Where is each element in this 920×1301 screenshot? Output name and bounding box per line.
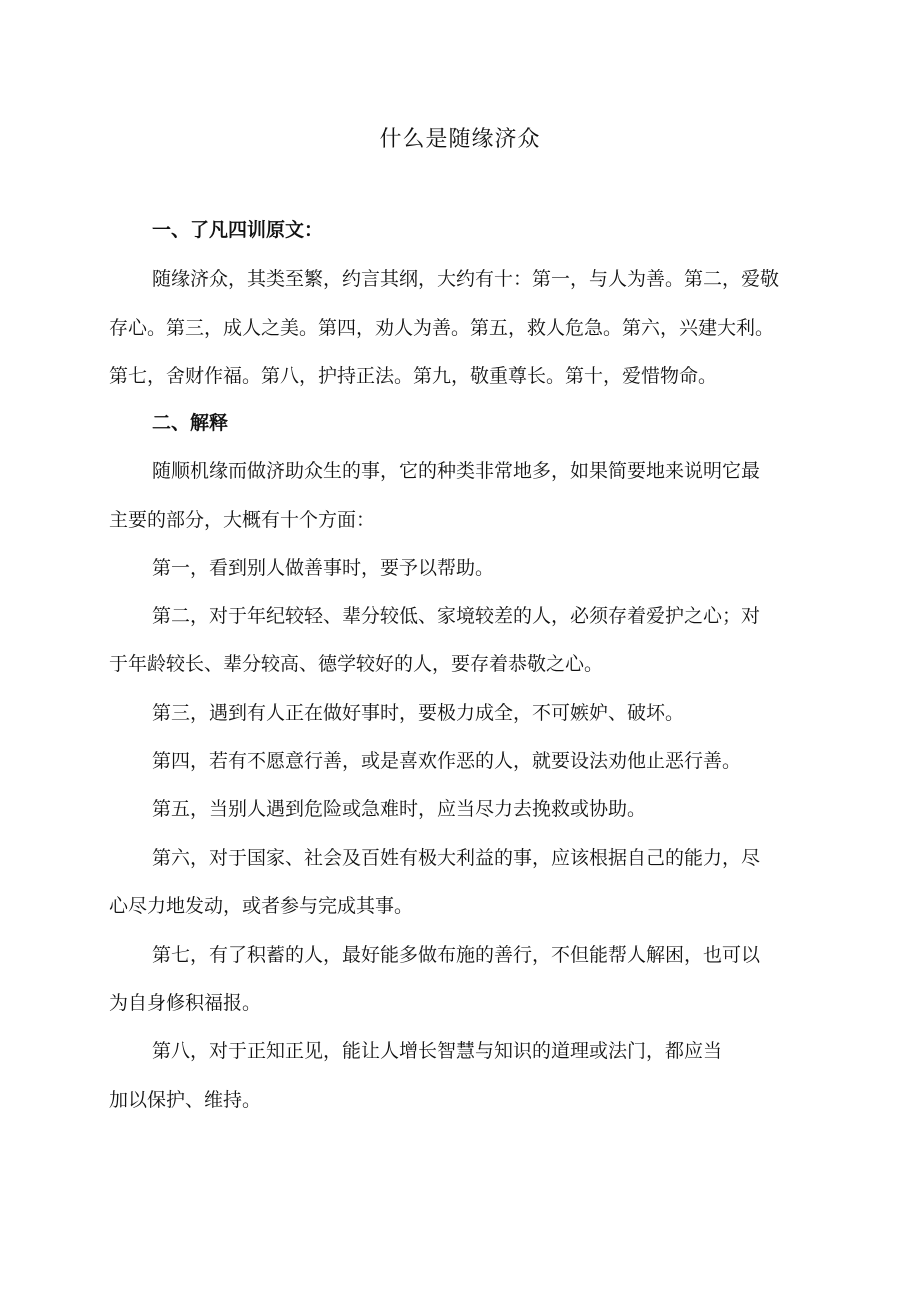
explanation-item-8: 第八，对于正知正见，能让人增长智慧与知识的道理或法门，都应当 — [152, 1040, 723, 1062]
explanation-item-7-cont: 为自身修积福报。 — [109, 992, 262, 1014]
explanation-intro-line: 主要的部分，大概有十个方面： — [109, 509, 376, 531]
explanation-item-7: 第七，有了积蓄的人，最好能多做布施的善行，不但能帮人解困，也可以 — [152, 944, 761, 966]
explanation-item-6-cont: 心尽力地发动，或者参与完成其事。 — [109, 895, 414, 917]
explanation-item-4: 第四，若有不愿意行善，或是喜欢作恶的人，就要设法劝他止恶行善。 — [152, 750, 742, 772]
explanation-item-2-cont: 于年龄较长、辈分较高、德学较好的人，要存着恭敬之心。 — [109, 653, 604, 675]
explanation-item-3: 第三，遇到有人正在做好事时，要极力成全，不可嫉妒、破坏。 — [152, 702, 685, 724]
page-title: 什么是随缘济众 — [379, 127, 541, 152]
explanation-item-2: 第二，对于年纪较轻、辈分较低、家境较差的人，必须存着爱护之心；对 — [152, 605, 761, 627]
explanation-item-5: 第五，当别人遇到危险或急难时，应当尽力去挽救或协助。 — [152, 798, 647, 820]
explanation-item-6: 第六，对于国家、社会及百姓有极大利益的事，应该根据自己的能力，尽 — [152, 847, 761, 869]
original-text-line: 第七，舍财作福。第八，护持正法。第九，敬重尊长。第十，爱惜物命。 — [109, 365, 718, 387]
explanation-item-1: 第一，看到别人做善事时，要予以帮助。 — [152, 557, 495, 579]
section-heading-original-text: 一、了凡四训原文： — [152, 219, 324, 241]
explanation-intro-line: 随顺机缘而做济助众生的事，它的种类非常地多，如果简要地来说明它最 — [152, 460, 761, 482]
section-heading-explanation: 二、解释 — [152, 412, 229, 434]
original-text-line: 存心。第三，成人之美。第四，劝人为善。第五，救人危急。第六，兴建大利。 — [109, 317, 775, 339]
explanation-item-8-cont: 加以保护、维持。 — [109, 1089, 262, 1111]
original-text-line: 随缘济众，其类至繁，约言其纲，大约有十：第一，与人为善。第二，爱敬 — [152, 268, 780, 290]
